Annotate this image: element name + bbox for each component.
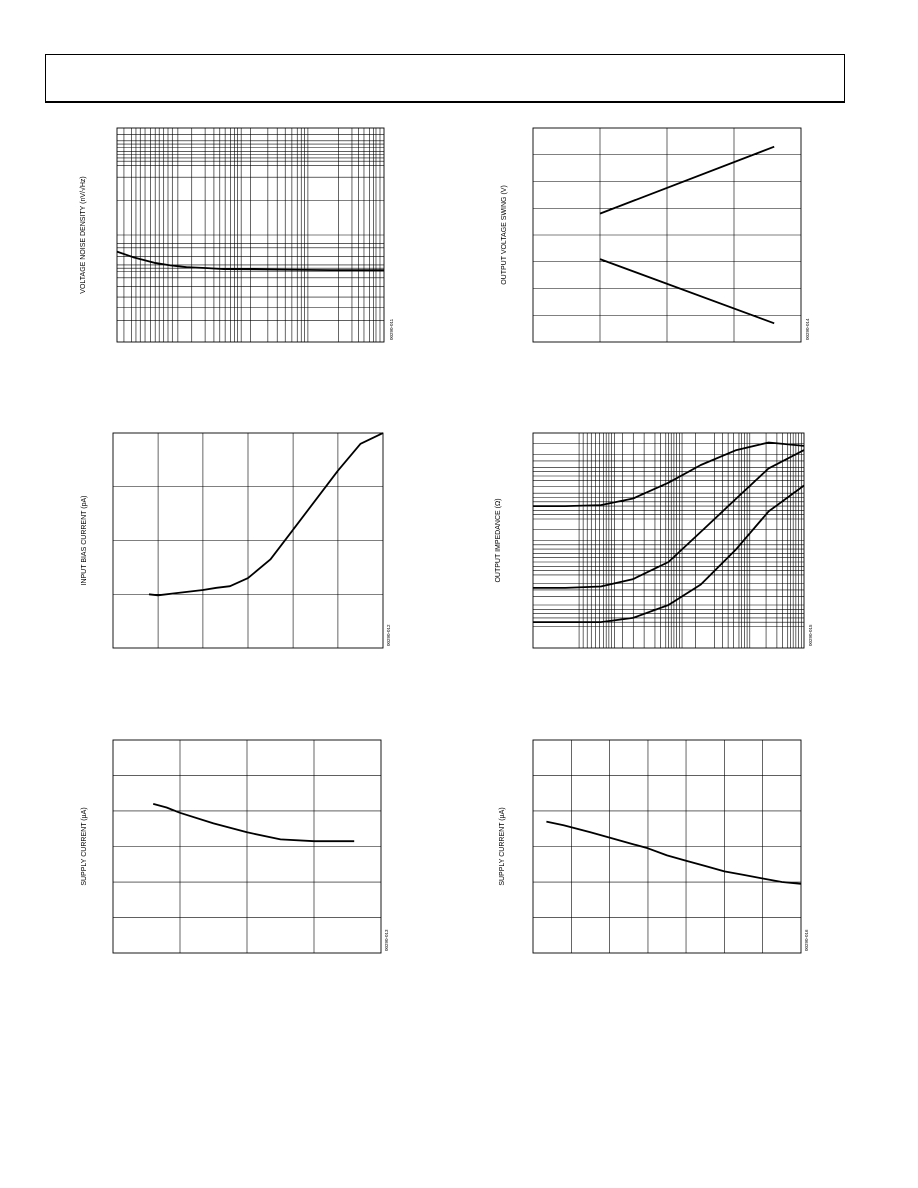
series-line-2 xyxy=(600,259,774,323)
y-axis-label: OUTPUT IMPEDANCE (Ω) xyxy=(495,498,502,583)
series-line-1 xyxy=(149,433,383,595)
figure-id: 00290-016 xyxy=(804,929,809,951)
series-line-1 xyxy=(600,147,774,214)
chart-bias xyxy=(81,433,391,648)
y-axis-label: OUTPUT VOLTAGE SWING (V) xyxy=(501,185,508,285)
figure-id: 00290-015 xyxy=(808,624,813,646)
figure-id: 00290-011 xyxy=(389,318,394,340)
series-line-1 xyxy=(153,804,354,841)
charts-root xyxy=(79,128,813,953)
figure-id: 00290-013 xyxy=(384,929,389,951)
chart-supply1 xyxy=(81,740,389,953)
y-axis-label: VOLTAGE NOISE DENSITY (nV/√Hz) xyxy=(80,176,87,294)
chart-swing xyxy=(501,128,810,342)
y-axis-label: SUPPLY CURRENT (µA) xyxy=(499,807,506,886)
chart-impedance xyxy=(495,433,813,648)
chart-supply2 xyxy=(499,740,809,953)
y-axis-label: INPUT BIAS CURRENT (pA) xyxy=(81,495,88,586)
chart-noise xyxy=(79,128,394,342)
y-axis-label: SUPPLY CURRENT (µA) xyxy=(81,807,88,886)
figure-id: 00290-014 xyxy=(805,318,810,340)
figure-id: 00290-012 xyxy=(386,624,391,646)
